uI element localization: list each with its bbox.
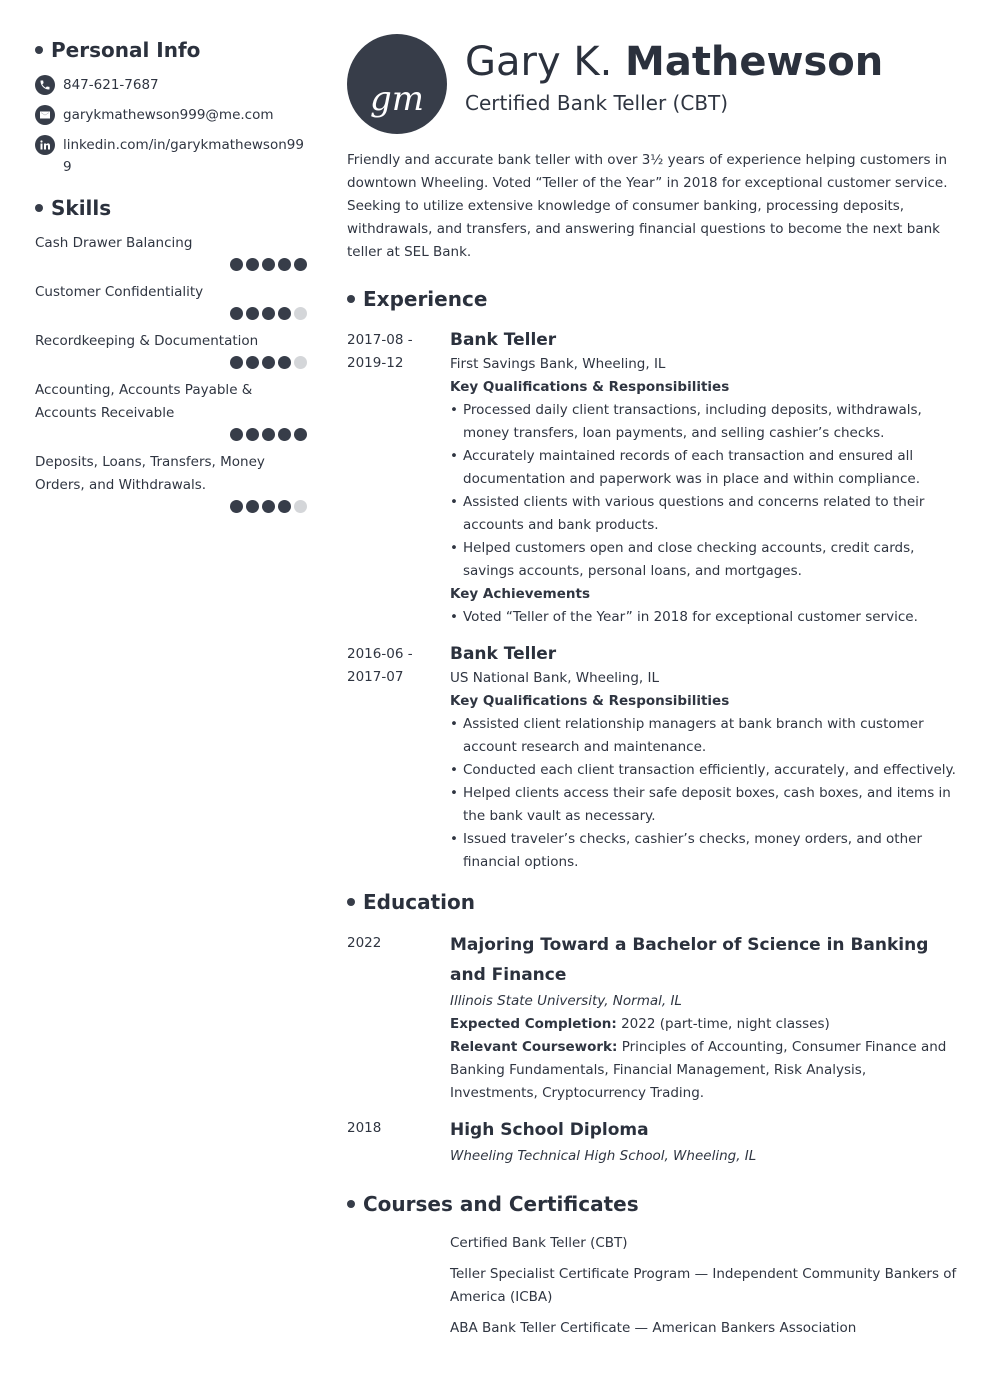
skill-name: Deposits, Loans, Transfers, Money Orders, and Withdrawals. bbox=[35, 454, 265, 493]
skills-heading bbox=[35, 194, 307, 222]
resume-header bbox=[347, 34, 957, 134]
coursework-value: Principles of Accounting, Consumer Finance and Banking Fundamentals, Financial Management, Risk Analysis, Investments, Cryptocurrency Trading. bbox=[450, 1039, 947, 1101]
rating-dot-filled bbox=[278, 428, 291, 441]
education-heading-text: Education bbox=[363, 890, 475, 914]
rating-dot-filled bbox=[262, 428, 275, 441]
rating-dot-empty bbox=[294, 356, 307, 369]
date-end: 2019-12 bbox=[347, 355, 404, 371]
left-column bbox=[35, 36, 307, 513]
rating-dot-filled bbox=[262, 356, 275, 369]
skill-rating bbox=[35, 428, 307, 441]
company: US National Bank, Wheeling, IL bbox=[450, 670, 660, 686]
experience-date bbox=[347, 327, 450, 629]
first-name: Gary K. bbox=[465, 39, 613, 85]
course-item: Certified Bank Teller (CBT) bbox=[450, 1235, 628, 1251]
bullet-dot-icon bbox=[347, 295, 355, 303]
list-item: • Issued traveler’s checks, cashier’s checks, money orders, and other financial options. bbox=[450, 828, 957, 874]
phone-text: 847-621-7687 bbox=[63, 77, 159, 93]
company: First Savings Bank, Wheeling, IL bbox=[450, 356, 666, 372]
list-item: • Accurately maintained records of each transaction and ensured all documentation and paperwork was in place and within compliance. bbox=[450, 445, 957, 491]
rating-dot-filled bbox=[246, 356, 259, 369]
rating-dot-filled bbox=[230, 356, 243, 369]
education-body bbox=[450, 1115, 957, 1168]
skill-rating bbox=[35, 356, 307, 369]
rating-dot-filled bbox=[230, 307, 243, 320]
rating-dot-empty bbox=[294, 307, 307, 320]
skills-list bbox=[35, 232, 307, 513]
skill-item bbox=[35, 379, 307, 441]
right-column bbox=[347, 34, 957, 1340]
skills-heading-text: Skills bbox=[51, 196, 112, 220]
bullet-dot-icon bbox=[347, 1200, 355, 1208]
experience-date bbox=[347, 641, 450, 874]
rating-dot-filled bbox=[262, 307, 275, 320]
job-title: Bank Teller bbox=[450, 330, 557, 350]
education-body bbox=[450, 930, 957, 1105]
completion-value: 2022 (part-time, night classes) bbox=[616, 1016, 830, 1032]
rating-dot-filled bbox=[230, 258, 243, 271]
linkedin-icon bbox=[35, 135, 55, 155]
education-heading bbox=[347, 888, 957, 916]
qualifications-heading: Key Qualifications & Responsibilities bbox=[450, 379, 730, 395]
name-block bbox=[465, 37, 883, 117]
contact-linkedin bbox=[35, 134, 307, 178]
skill-item bbox=[35, 232, 307, 271]
list-item: • Assisted clients with various questions and concerns related to their accounts and bank products. bbox=[450, 491, 957, 537]
achievements-heading: Key Achievements bbox=[450, 586, 591, 602]
experience-heading-text: Experience bbox=[363, 287, 488, 311]
skill-item bbox=[35, 451, 307, 513]
skill-item bbox=[35, 281, 307, 320]
experience-body bbox=[450, 327, 957, 629]
rating-dot-filled bbox=[262, 500, 275, 513]
job-role: Certified Bank Teller (CBT) bbox=[465, 91, 729, 115]
last-name: Mathewson bbox=[625, 39, 884, 85]
rating-dot-filled bbox=[246, 500, 259, 513]
experience-body bbox=[450, 641, 957, 874]
rating-dot-filled bbox=[278, 500, 291, 513]
degree-title: Majoring Toward a Bachelor of Science in Banking and Finance bbox=[450, 935, 929, 985]
courses-heading bbox=[347, 1190, 957, 1218]
expected-completion bbox=[450, 1013, 957, 1036]
rating-dot-empty bbox=[294, 500, 307, 513]
bullet-dot-icon bbox=[35, 46, 43, 54]
skill-name: Recordkeeping & Documentation bbox=[35, 333, 259, 349]
rating-dot-filled bbox=[294, 258, 307, 271]
rating-dot-filled bbox=[230, 500, 243, 513]
personal-info-heading bbox=[35, 36, 307, 64]
rating-dot-filled bbox=[278, 307, 291, 320]
rating-dot-filled bbox=[246, 428, 259, 441]
date-end: 2017-07 bbox=[347, 669, 404, 685]
rating-dot-filled bbox=[262, 258, 275, 271]
school-name: Wheeling Technical High School, Wheeling, IL bbox=[450, 1148, 757, 1164]
skill-name: Cash Drawer Balancing bbox=[35, 235, 193, 251]
qualifications-heading: Key Qualifications & Responsibilities bbox=[450, 693, 730, 709]
rating-dot-filled bbox=[294, 428, 307, 441]
experience-entry bbox=[347, 641, 957, 874]
courses-heading-text: Courses and Certificates bbox=[363, 1192, 639, 1216]
course-item: ABA Bank Teller Certificate — American Bankers Association bbox=[450, 1320, 857, 1336]
personal-info-heading-text: Personal Info bbox=[51, 38, 201, 62]
envelope-icon bbox=[35, 105, 55, 125]
rating-dot-filled bbox=[246, 307, 259, 320]
skill-rating bbox=[35, 258, 307, 271]
date-start: 2016-06 - bbox=[347, 646, 413, 662]
courses-spacer bbox=[347, 1224, 450, 1340]
courses-entry bbox=[347, 1224, 957, 1340]
rating-dot-filled bbox=[246, 258, 259, 271]
linkedin-text: linkedin.com/in/garykmathewson999 bbox=[63, 137, 304, 175]
coursework-label: Relevant Coursework: bbox=[450, 1039, 618, 1055]
responsibilities-list bbox=[450, 713, 957, 874]
summary-paragraph: Friendly and accurate bank teller with over 3½ years of experience helping customers in downtown Wheeling. Voted “Teller of the Year” in 2018 for exceptional customer service. Seeking to utilize extensive knowledge of consumer banking, processing deposits, withdrawals, and transfers, and answering financial questions to become the next bank teller at SEL Bank. bbox=[347, 152, 948, 260]
skill-rating bbox=[35, 307, 307, 320]
skill-name: Customer Confidentiality bbox=[35, 284, 204, 300]
contact-phone bbox=[35, 74, 307, 96]
list-item: • Helped customers open and close checking accounts, credit cards, savings accounts, personal loans, and mortgages. bbox=[450, 537, 957, 583]
rating-dot-filled bbox=[278, 356, 291, 369]
monogram-avatar: gm bbox=[347, 34, 447, 134]
course-item: Teller Specialist Certificate Program — Independent Community Bankers of America (ICBA) bbox=[450, 1266, 957, 1305]
list-item: • Voted “Teller of the Year” in 2018 for exceptional customer service. bbox=[450, 606, 957, 629]
school-name: Illinois State University, Normal, IL bbox=[450, 993, 682, 1009]
courses-list bbox=[450, 1224, 957, 1340]
education-entry bbox=[347, 1115, 957, 1168]
skill-name: Accounting, Accounts Payable & Accounts Receivable bbox=[35, 382, 253, 421]
bullet-dot-icon bbox=[347, 898, 355, 906]
education-entry bbox=[347, 930, 957, 1105]
education-year: 2022 bbox=[347, 935, 382, 951]
education-year: 2018 bbox=[347, 1120, 382, 1136]
phone-icon bbox=[35, 75, 55, 95]
bullet-dot-icon bbox=[35, 204, 43, 212]
job-title: Bank Teller bbox=[450, 644, 557, 664]
skill-item bbox=[35, 330, 307, 369]
full-name bbox=[465, 37, 883, 87]
completion-label: Expected Completion: bbox=[450, 1016, 617, 1032]
contact-email bbox=[35, 104, 307, 126]
rating-dot-filled bbox=[230, 428, 243, 441]
experience-heading bbox=[347, 285, 957, 313]
email-text: garykmathewson999@me.com bbox=[63, 107, 274, 123]
list-item: • Helped clients access their safe deposit boxes, cash boxes, and items in the bank vault as necessary. bbox=[450, 782, 957, 828]
responsibilities-list bbox=[450, 399, 957, 583]
achievements-list bbox=[450, 606, 957, 629]
list-item: • Processed daily client transactions, including deposits, withdrawals, money transfers, loan payments, and selling cashier’s checks. bbox=[450, 399, 957, 445]
degree-title: High School Diploma bbox=[450, 1120, 649, 1140]
date-start: 2017-08 - bbox=[347, 332, 413, 348]
skill-rating bbox=[35, 500, 307, 513]
list-item: • Assisted client relationship managers at bank branch with customer account research and maintenance. bbox=[450, 713, 957, 759]
rating-dot-filled bbox=[278, 258, 291, 271]
list-item: • Conducted each client transaction efficiently, accurately, and effectively. bbox=[450, 759, 957, 782]
relevant-coursework bbox=[450, 1036, 957, 1105]
experience-entry bbox=[347, 327, 957, 629]
